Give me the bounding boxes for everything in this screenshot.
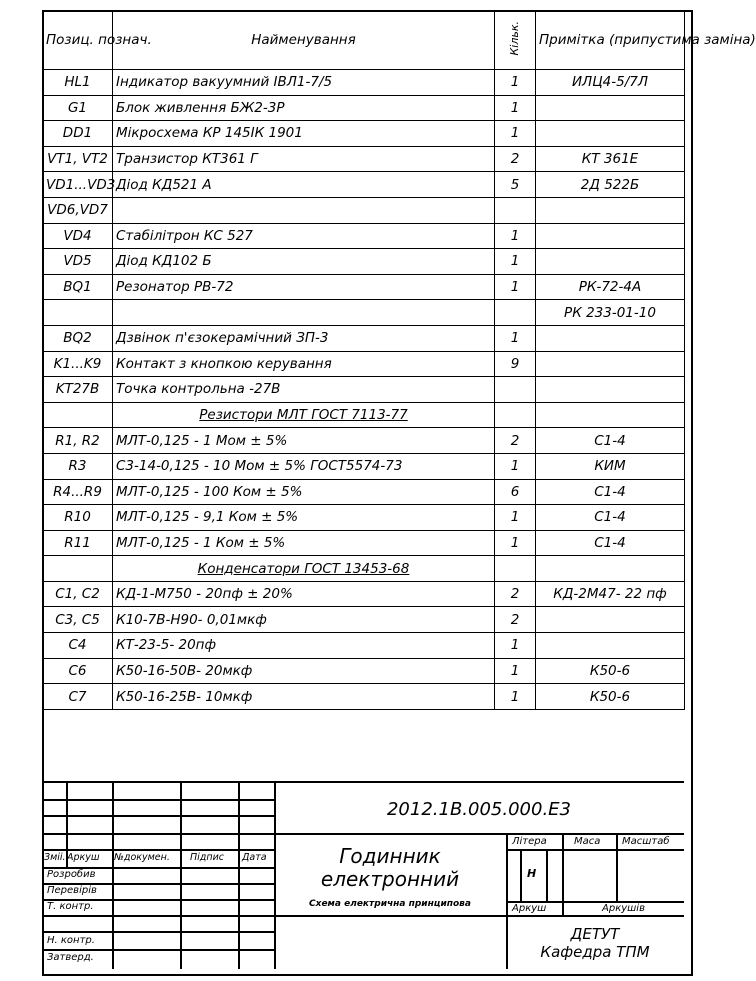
header-position: Позиц. познач. bbox=[43, 11, 113, 70]
cell-name: Конденсатори ГОСТ 13453-68 bbox=[113, 556, 495, 582]
cell-note: КТ 361Е bbox=[536, 146, 685, 172]
cell-note bbox=[536, 633, 685, 659]
cell-quantity bbox=[495, 197, 536, 223]
role-approved: Затверд. bbox=[47, 952, 94, 963]
table-row bbox=[43, 223, 685, 249]
col-change: Зміі. bbox=[44, 852, 66, 863]
cell-note bbox=[536, 402, 685, 428]
cell-note: С1-4 bbox=[536, 530, 685, 556]
cell-position: C6 bbox=[43, 658, 113, 684]
cell-name: Діод КД102 Б bbox=[113, 249, 495, 275]
cell-quantity: 2 bbox=[495, 581, 536, 607]
cell-name bbox=[113, 300, 495, 326]
cell-position: C7 bbox=[43, 684, 113, 710]
role-norm-control: Н. контр. bbox=[47, 935, 95, 946]
cell-name bbox=[113, 197, 495, 223]
litera-value: Н bbox=[527, 867, 537, 880]
table-header bbox=[43, 11, 685, 70]
cell-note: ИЛЦ4-5/7Л bbox=[536, 70, 685, 96]
table-row bbox=[43, 274, 685, 300]
cell-position: R4...R9 bbox=[43, 479, 113, 505]
cell-note: С1-4 bbox=[536, 479, 685, 505]
mass-label: Маса bbox=[574, 836, 601, 847]
document-designation: 2012.1В.005.000.Е3 bbox=[386, 799, 572, 820]
header-quantity-cell bbox=[495, 11, 536, 70]
cell-note: РК-72-4А bbox=[536, 274, 685, 300]
cell-position: VD5 bbox=[43, 249, 113, 275]
organization-line-2: Кафедра ТПМ bbox=[540, 943, 650, 961]
header-name: Найменування bbox=[113, 11, 495, 70]
col-date: Дата bbox=[242, 852, 267, 863]
cell-name: Транзистор КТ361 Г bbox=[113, 146, 495, 172]
table-row bbox=[43, 581, 685, 607]
cell-position: R3 bbox=[43, 453, 113, 479]
cell-name: Блок живлення БЖ2-3Р bbox=[113, 95, 495, 121]
cell-note: 2Д 522Б bbox=[536, 172, 685, 198]
table-row bbox=[43, 325, 685, 351]
cell-position bbox=[43, 300, 113, 326]
cell-quantity: 1 bbox=[495, 453, 536, 479]
cell-name: КТ-23-5- 20пф bbox=[113, 633, 495, 659]
table-row bbox=[43, 249, 685, 275]
cell-name: Точка контрольна -27В bbox=[113, 377, 495, 403]
cell-quantity: 2 bbox=[495, 607, 536, 633]
table-row bbox=[43, 300, 685, 326]
cell-name: Контакт з кнопкою керування bbox=[113, 351, 495, 377]
table-row bbox=[43, 377, 685, 403]
cell-position: BQ2 bbox=[43, 325, 113, 351]
litera-label: Літера bbox=[512, 836, 547, 847]
cell-name: К10-7В-Н90- 0,01мкф bbox=[113, 607, 495, 633]
cell-note bbox=[536, 223, 685, 249]
cell-note: РК 233-01-10 bbox=[536, 300, 685, 326]
cell-position bbox=[43, 556, 113, 582]
organization-line-1: ДЕТУТ bbox=[570, 925, 620, 943]
cell-note bbox=[536, 351, 685, 377]
product-name-line-1: Годинник bbox=[339, 844, 441, 868]
sheet-label: Аркуш bbox=[512, 903, 547, 914]
cell-position: VD6,VD7 bbox=[43, 197, 113, 223]
cell-quantity: 1 bbox=[495, 633, 536, 659]
cell-note: К50-6 bbox=[536, 684, 685, 710]
cell-position: C4 bbox=[43, 633, 113, 659]
cell-name: МЛТ-0,125 - 9,1 Ком ± 5% bbox=[113, 505, 495, 531]
role-tech-control: Т. контр. bbox=[47, 901, 94, 912]
table-row bbox=[43, 479, 685, 505]
cell-name: Резистори МЛТ ГОСТ 7113-77 bbox=[113, 402, 495, 428]
cell-quantity: 6 bbox=[495, 479, 536, 505]
cell-name: Діод КД521 А bbox=[113, 172, 495, 198]
cell-name: К50-16-25В- 10мкф bbox=[113, 684, 495, 710]
table-row bbox=[43, 95, 685, 121]
cell-name: МЛТ-0,125 - 100 Ком ± 5% bbox=[113, 479, 495, 505]
cell-note bbox=[536, 197, 685, 223]
cell-quantity: 1 bbox=[495, 223, 536, 249]
cell-quantity: 1 bbox=[495, 530, 536, 556]
section-row bbox=[43, 402, 685, 428]
cell-quantity: 2 bbox=[495, 428, 536, 454]
cell-position: R11 bbox=[43, 530, 113, 556]
component-rows bbox=[43, 70, 685, 710]
cell-name: МЛТ-0,125 - 1 Ком ± 5% bbox=[113, 530, 495, 556]
cell-note: С1-4 bbox=[536, 428, 685, 454]
cell-note bbox=[536, 121, 685, 147]
table-row bbox=[43, 428, 685, 454]
cell-quantity: 1 bbox=[495, 658, 536, 684]
col-signature: Підпис bbox=[190, 852, 224, 863]
table-row bbox=[43, 607, 685, 633]
cell-quantity bbox=[495, 377, 536, 403]
cell-name: Стабілітрон КС 527 bbox=[113, 223, 495, 249]
cell-quantity: 2 bbox=[495, 146, 536, 172]
table-row bbox=[43, 453, 685, 479]
table-row bbox=[43, 684, 685, 710]
cell-quantity: 1 bbox=[495, 274, 536, 300]
table-row bbox=[43, 70, 685, 96]
cell-note bbox=[536, 607, 685, 633]
table-row bbox=[43, 633, 685, 659]
section-row bbox=[43, 556, 685, 582]
cell-note bbox=[536, 95, 685, 121]
document-type: Схема електрична принципова bbox=[309, 899, 471, 909]
cell-note: КД-2М47- 22 пф bbox=[536, 581, 685, 607]
cell-name: К50-16-50В- 20мкф bbox=[113, 658, 495, 684]
cell-quantity: 1 bbox=[495, 505, 536, 531]
cell-position: VD4 bbox=[43, 223, 113, 249]
table-row bbox=[43, 530, 685, 556]
table-row bbox=[43, 658, 685, 684]
cell-name: Мікросхема КР 145ІК 1901 bbox=[113, 121, 495, 147]
role-developed: Розробив bbox=[47, 869, 96, 880]
table-row bbox=[43, 351, 685, 377]
col-sheet: Аркуш bbox=[67, 852, 100, 863]
cell-position: R10 bbox=[43, 505, 113, 531]
header-quantity: Кільк. bbox=[508, 21, 522, 56]
cell-quantity: 1 bbox=[495, 70, 536, 96]
sheets-label: Аркушів bbox=[602, 903, 645, 914]
organization bbox=[506, 925, 684, 961]
table-row bbox=[43, 146, 685, 172]
cell-quantity: 5 bbox=[495, 172, 536, 198]
table-row bbox=[43, 505, 685, 531]
cell-position: HL1 bbox=[43, 70, 113, 96]
cell-position: BQ1 bbox=[43, 274, 113, 300]
cell-name: МЛТ-0,125 - 1 Мом ± 5% bbox=[113, 428, 495, 454]
cell-note bbox=[536, 377, 685, 403]
cell-name: С3-14-0,125 - 10 Мом ± 5% ГОСТ5574-73 bbox=[113, 453, 495, 479]
cell-quantity: 1 bbox=[495, 684, 536, 710]
cell-quantity: 1 bbox=[495, 249, 536, 275]
component-list bbox=[42, 10, 756, 710]
cell-quantity: 9 bbox=[495, 351, 536, 377]
cell-name: Резонатор РВ-72 bbox=[113, 274, 495, 300]
cell-position: R1, R2 bbox=[43, 428, 113, 454]
header-note: Примітка (припустима заміна) bbox=[536, 11, 685, 70]
cell-note: С1-4 bbox=[536, 505, 685, 531]
cell-position: KT27B bbox=[43, 377, 113, 403]
cell-quantity: 1 bbox=[495, 95, 536, 121]
product-name bbox=[274, 845, 506, 891]
cell-note: КИМ bbox=[536, 453, 685, 479]
scale-label: Масштаб bbox=[622, 836, 670, 847]
cell-position: VD1...VD3 bbox=[43, 172, 113, 198]
product-name-line-2: електронний bbox=[320, 867, 460, 891]
cell-note bbox=[536, 249, 685, 275]
cell-note bbox=[536, 556, 685, 582]
cell-position: G1 bbox=[43, 95, 113, 121]
table-row bbox=[43, 197, 685, 223]
cell-quantity: 1 bbox=[495, 121, 536, 147]
component-table bbox=[42, 10, 756, 710]
table-row bbox=[43, 121, 685, 147]
cell-position: C1, C2 bbox=[43, 581, 113, 607]
cell-quantity bbox=[495, 300, 536, 326]
role-checked: Перевірів bbox=[47, 885, 97, 896]
cell-position: K1...K9 bbox=[43, 351, 113, 377]
cell-note bbox=[536, 325, 685, 351]
col-document: №докумен. bbox=[114, 852, 170, 863]
cell-note: К50-6 bbox=[536, 658, 685, 684]
cell-name: Індикатор вакуумний ІВЛ1-7/5 bbox=[113, 70, 495, 96]
cell-quantity: 1 bbox=[495, 325, 536, 351]
cell-position bbox=[43, 402, 113, 428]
title-block bbox=[42, 781, 684, 969]
cell-quantity bbox=[495, 556, 536, 582]
cell-position: C3, C5 bbox=[43, 607, 113, 633]
cell-position: VT1, VT2 bbox=[43, 146, 113, 172]
cell-quantity bbox=[495, 402, 536, 428]
cell-name: КД-1-М750 - 20пф ± 20% bbox=[113, 581, 495, 607]
table-row bbox=[43, 172, 685, 198]
cell-name: Дзвінок п'єзокерамічний ЗП-3 bbox=[113, 325, 495, 351]
cell-position: DD1 bbox=[43, 121, 113, 147]
